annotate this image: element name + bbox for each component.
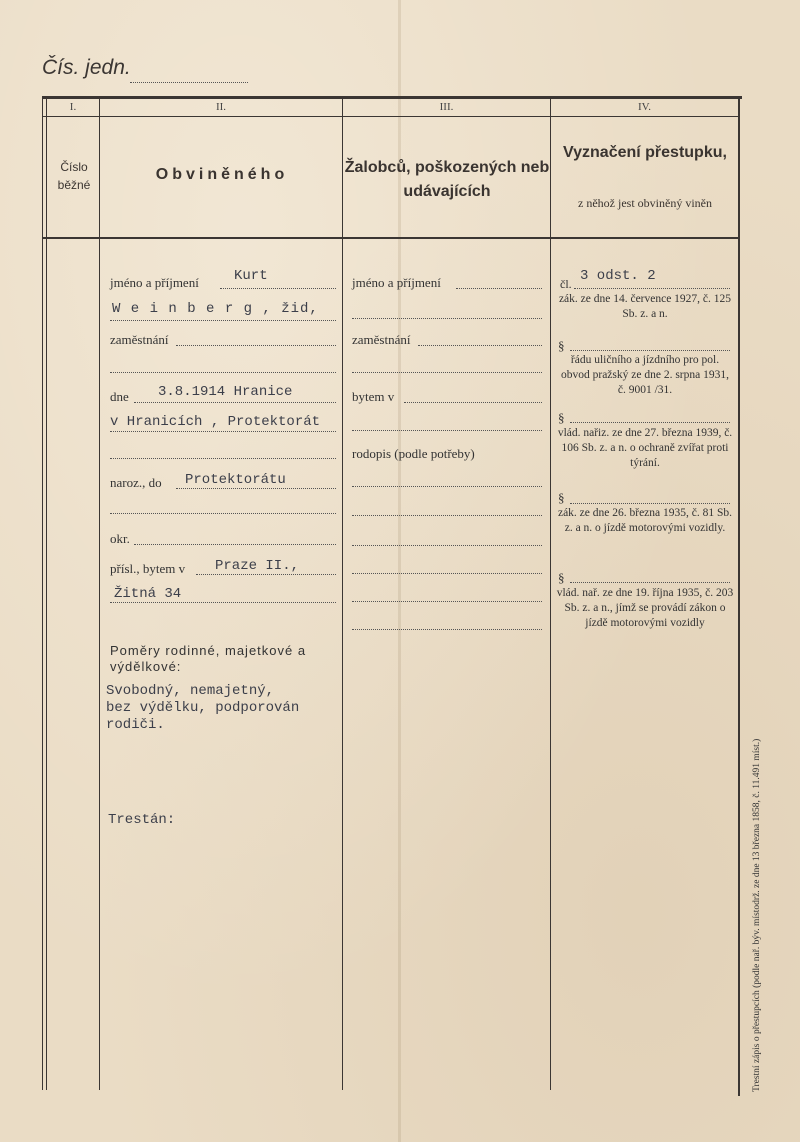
col1-header: Číslo běžné — [57, 160, 91, 192]
offence-clanek-label: čl. — [560, 277, 572, 291]
offence-law-4: zák. ze dne 26. března 1935, č. 81 Sb. z. a n. o jízdě motorovými vozidly. — [557, 507, 733, 534]
accused-birth-value: 3.8.1914 Hranice — [158, 384, 293, 400]
header-bottom-line — [42, 237, 740, 239]
dotted-line — [352, 515, 542, 516]
accused-family-label: Poměry rodinné, majetkové a výdělkové: — [110, 643, 307, 674]
accused-resid-value: Praze II., — [215, 558, 300, 574]
table-left-border-inner — [46, 96, 47, 1090]
accused-family-value-1: Svobodný, nemajetný, — [106, 683, 275, 699]
dotted-line — [352, 545, 542, 546]
accused-resid-label: přísl., bytem v — [110, 561, 186, 576]
dotted-line — [352, 430, 542, 431]
dotted-line — [352, 372, 542, 373]
complainant-rodopis-label: rodopis (podle potřeby) — [352, 446, 475, 461]
accused-family-value-3: rodiči. — [106, 717, 165, 733]
col2-divider — [342, 96, 343, 1090]
dotted-line — [352, 486, 542, 487]
col3-numeral: III. — [439, 101, 454, 113]
dotted-line — [418, 345, 542, 346]
dotted-line — [110, 513, 336, 514]
accused-okr-label: okr. — [110, 531, 130, 546]
dotted-line — [570, 422, 730, 423]
cislo-jednaci-line — [130, 82, 248, 83]
accused-name-label: jméno a příjmení — [110, 275, 199, 290]
accused-surname: W e i n b e r g , žid, — [112, 301, 319, 317]
offence-law-1: zák. ze dne 14. července 1927, č. 125 Sb. z. a n. — [558, 293, 732, 320]
dotted-line — [404, 402, 542, 403]
dotted-line — [352, 318, 542, 319]
dotted-line — [110, 458, 336, 459]
table-right-border — [738, 96, 740, 1096]
offence-law-3: vlád. nařiz. ze dne 27. března 1939, č. 106 Sb. z. a n. o ochraně zvířat proti týrání. — [557, 427, 733, 469]
offence-law-2: řádu uličního a jízdního pro pol. obvod pražský ze dne 2. srpna 1931, č. 9001 /31. — [561, 354, 729, 396]
col3-divider — [550, 96, 551, 1090]
col4-header-sub: z něhož jest obviněný viněn — [578, 196, 712, 210]
col3-header: Žalobců, poškozených neb udávajících — [344, 159, 550, 200]
accused-family-value-2: bez výdělku, podporován — [106, 700, 300, 716]
offence-clanek-value: 3 odst. 2 — [580, 268, 656, 284]
dotted-line — [176, 345, 336, 346]
accused-street: Žitná 34 — [114, 586, 182, 602]
accused-naroz-label: naroz., do — [110, 475, 162, 490]
dotted-line — [110, 431, 336, 432]
dotted-line — [456, 288, 542, 289]
table-left-border — [42, 96, 43, 1090]
dotted-line — [352, 573, 542, 574]
dotted-line — [570, 503, 730, 504]
section-sign-1: § — [558, 338, 565, 353]
dotted-line — [110, 372, 336, 373]
complainant-name-label: jméno a příjmení — [352, 275, 441, 290]
dotted-line — [570, 350, 730, 351]
dotted-line — [220, 288, 336, 289]
col2-numeral: II. — [215, 101, 227, 113]
complainant-resid-label: bytem v — [352, 389, 395, 404]
accused-naroz-value: Protektorátu — [185, 472, 286, 488]
accused-punished-label: Trestán: — [108, 812, 176, 828]
dotted-line — [110, 602, 336, 603]
dotted-line — [574, 288, 730, 289]
dotted-line — [352, 601, 542, 602]
dotted-line — [352, 629, 542, 630]
numeral-row-line — [42, 116, 740, 117]
table-top-border — [42, 96, 742, 99]
section-sign-4: § — [558, 570, 565, 585]
accused-occupation-label: zaměstnání — [110, 332, 169, 347]
accused-birth-label: dne — [110, 389, 129, 404]
dotted-line — [134, 402, 336, 403]
dotted-line — [134, 544, 336, 545]
section-sign-2: § — [558, 410, 565, 425]
col1-numeral: I. — [69, 101, 77, 113]
offence-law-5: vlád. nař. ze dne 19. října 1935, č. 203 Sb. z. a n., jímž se provádí zákon o jízdě motorovými vozidly — [556, 587, 734, 629]
dotted-line — [110, 320, 336, 321]
accused-first-name: Kurt — [234, 268, 268, 284]
form-side-note: Trestní zápis o přestupcích (podle nař. býv. místodrž. ze dne 13 března 1858, č. 11.491 míst.) — [752, 738, 762, 1092]
col4-numeral: IV. — [638, 101, 651, 113]
col2-header: Obviněného — [155, 166, 289, 183]
section-sign-3: § — [558, 490, 565, 505]
dotted-line — [196, 574, 336, 575]
col1-divider — [99, 96, 100, 1090]
dotted-line — [570, 582, 730, 583]
dotted-line — [176, 488, 336, 489]
col4-header-main: Vyznačení přestupku, — [563, 144, 727, 161]
complainant-occupation-label: zaměstnání — [352, 332, 411, 347]
cislo-jednaci-label: Čís. jedn. — [42, 56, 131, 79]
accused-birthplace: v Hranicích , Protektorát — [110, 414, 321, 430]
